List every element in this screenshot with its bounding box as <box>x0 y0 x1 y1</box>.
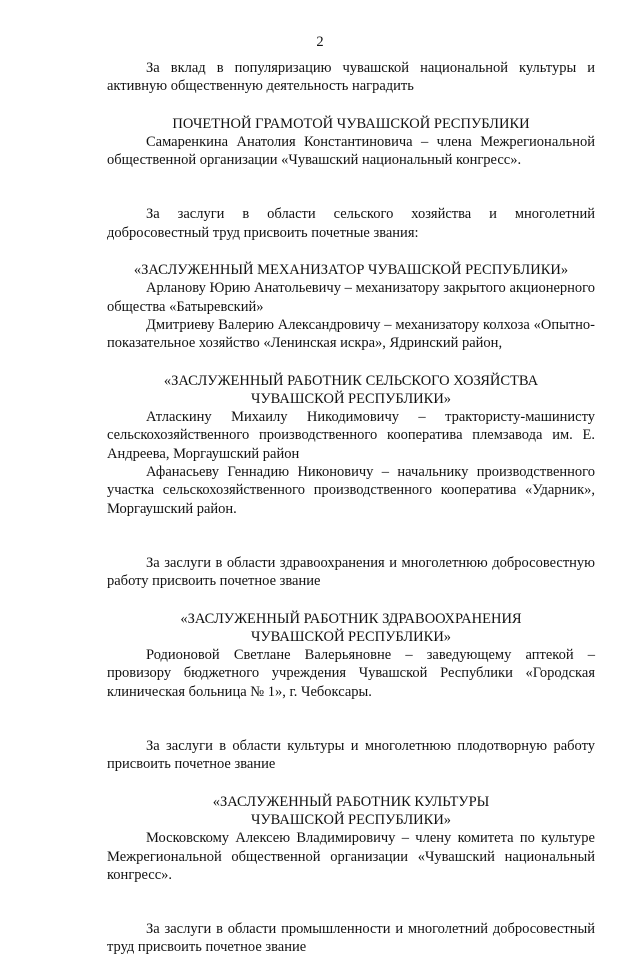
award-title-culture-line1: «ЗАСЛУЖЕННЫЙ РАБОТНИК КУЛЬТУРЫ <box>212 793 490 810</box>
award-title-honorary-diploma: ПОЧЕТНОЙ ГРАМОТОЙ ЧУВАШСКОЙ РЕСПУБЛИКИ <box>172 115 530 132</box>
agriculture-intro: За заслуги в области сельского хозяйства и многолетний добросовестный труд присвоить почетные звания: <box>107 206 595 241</box>
awardee-atlaskin: Атласкину Михаилу Никодимовичу – трактористу-машинисту сельскохозяйственного производственного кооператива племзавода им. Е. Андреева, Моргаушский район <box>107 409 595 462</box>
award-title-agriculture-line2: ЧУВАШСКОЙ РЕСПУБЛИКИ» <box>250 390 452 407</box>
award-title-healthcare-line1: «ЗАСЛУЖЕННЫЙ РАБОТНИК ЗДРАВООХРАНЕНИЯ <box>180 610 522 627</box>
awardee-dmitriev: Дмитриеву Валерию Александровичу – механизатору колхоза «Опытно-показательное хозяйство «Ленинская искра», Ядринский район, <box>107 316 595 352</box>
culture-intro: За заслуги в области культуры и многолетнюю плодотворную работу присвоить почетное звание <box>107 738 595 773</box>
award-title-agriculture-line1: «ЗАСЛУЖЕННЫЙ РАБОТНИК СЕЛЬСКОГО ХОЗЯЙСТВА <box>163 372 539 389</box>
awardee-samarenkin: Самаренкина Анатолия Константиновича – члена Межрегиональной общественной организации «Чувашский национальный конгресс». <box>107 133 595 169</box>
healthcare-intro: За заслуги в области здравоохранения и многолетнюю добросовестную работу присвоить почетное звание <box>107 554 595 590</box>
awardee-afanasiev: Афанасьеву Геннадию Никоновичу – начальнику производственного участка сельскохозяйственного производственного кооператива «Ударник», Моргаушский район. <box>107 464 595 517</box>
awardee-arlanov: Арланову Юрию Анатольевичу – механизатору закрытого акционерного общества «Батыревский» <box>107 280 595 315</box>
award-title-machine-operator: «ЗАСЛУЖЕННЫЙ МЕХАНИЗАТОР ЧУВАШСКОЙ РЕСПУБЛИКИ» <box>133 262 569 279</box>
award-title-healthcare-line2: ЧУВАШСКОЙ РЕСПУБЛИКИ» <box>250 628 452 645</box>
awardee-rodionova: Родионовой Светлане Валерьяновне – заведующему аптекой – провизору бюджетного учреждения Чувашской Республики «Городская клиническая больница № 1», г. Чебоксары. <box>107 647 595 700</box>
award-title-culture-line2: ЧУВАШСКОЙ РЕСПУБЛИКИ» <box>250 811 452 828</box>
document-body <box>107 59 595 957</box>
page-number: 2 <box>316 34 324 50</box>
awardee-moskovsky: Московскому Алексею Владимировичу – члену комитета по культуре Межрегиональной общественной организации «Чувашский национальный конгресс». <box>107 830 595 883</box>
industry-intro: За заслуги в области промышленности и многолетний добросовестный труд присвоить почетное звание <box>107 921 595 956</box>
intro-paragraph: За вклад в популяризацию чувашской национальной культуры и активную общественную деятельность наградить <box>107 60 595 95</box>
